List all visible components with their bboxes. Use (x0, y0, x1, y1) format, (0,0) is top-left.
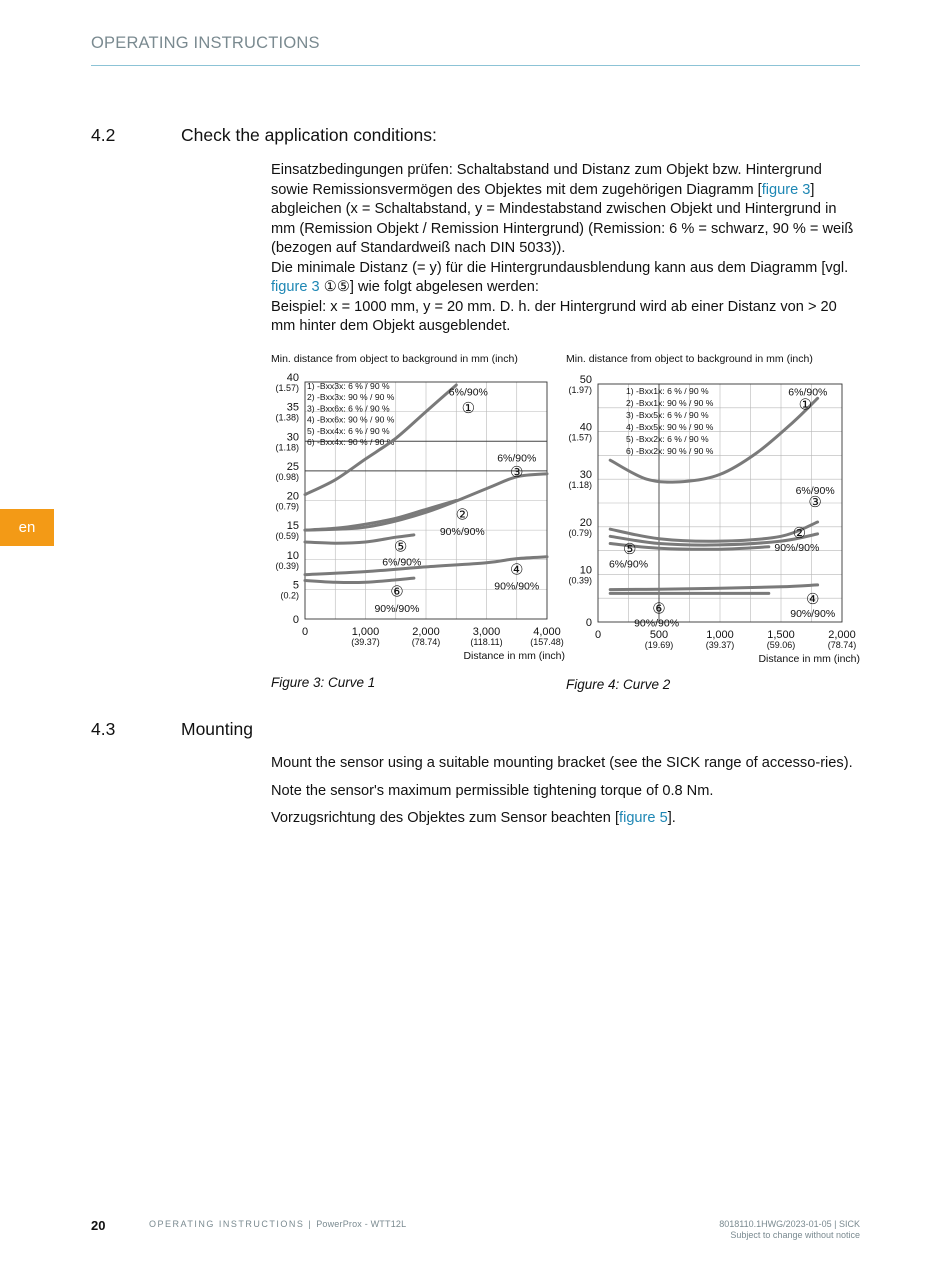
legend-entry: 1) -Bxx1x: 6 % / 90 % (626, 386, 709, 396)
header-title: OPERATING INSTRUCTIONS (91, 34, 320, 52)
curve-remission-label: 90%/90% (774, 542, 820, 555)
x-tick-label: 0 (301, 626, 309, 638)
curve-number-marker: ① (798, 396, 813, 414)
footer-notice: Subject to change without notice (730, 1230, 860, 1240)
y-tick-label: 15 (286, 520, 299, 533)
x-tick-label: 2,000 (828, 629, 856, 641)
y-tick-label: 5 (292, 579, 299, 592)
x-tick-inch-label: (39.37) (351, 637, 380, 647)
x-axis-label: Distance in mm (inch) (463, 650, 565, 662)
figure-3-heading: Min. distance from object to background in mm (inch) (271, 353, 518, 365)
curve-number-marker: ② (455, 506, 470, 524)
y-tick-label: 0 (292, 614, 299, 626)
x-tick-label: 500 (649, 629, 669, 641)
curve-number-marker: ④ (805, 590, 820, 608)
curve-number-marker: ⑥ (652, 600, 666, 618)
curve-3 (610, 522, 817, 541)
y-tick-label: 20 (579, 516, 592, 529)
section-42-body (271, 161, 861, 337)
curve-remission-label: 90%/90% (374, 602, 420, 615)
paragraph (271, 161, 861, 259)
y-tick-label: 10 (579, 564, 592, 577)
x-tick-label: 1,000 (351, 626, 380, 638)
legend-entry: 3) -Bxx5x: 6 % / 90 % (626, 410, 709, 420)
section-number: 4.3 (91, 719, 116, 739)
y-tick-inch-label: (0.79) (275, 501, 299, 512)
figure-4-caption: Figure 4: Curve 2 (566, 677, 671, 692)
text-run: Vorzugsrichtung des Objektes zum Sensor beachten [ (271, 810, 620, 826)
legend-entry: 4) -Bxx6x: 90 % / 90 % (307, 414, 395, 425)
legend-entry: 3) -Bxx6x: 6 % / 90 % (307, 403, 390, 414)
y-tick-label: 0 (585, 617, 592, 629)
x-tick-label: 1,500 (767, 629, 795, 641)
y-tick-label: 35 (286, 401, 299, 414)
page-number: 20 (91, 1218, 106, 1233)
curve-remission-label: 6%/90% (608, 558, 649, 571)
y-tick-inch-label: (0.2) (280, 590, 299, 601)
text-run: ]. (667, 810, 676, 826)
y-tick-label: 10 (286, 549, 299, 562)
x-tick-label: 2,000 (412, 626, 440, 638)
x-tick-inch-label: (78.74) (411, 637, 441, 647)
footer-product: PowerProx - WTT12L (316, 1219, 407, 1229)
legend-entry: 5) -Bxx4x: 6 % / 90 % (307, 425, 390, 436)
legend-entry: 6) -Bxx4x: 90 % / 90 % (307, 437, 395, 447)
x-tick-label: 0 (594, 629, 602, 641)
x-tick-label: 4,000 (533, 626, 561, 638)
curve-number-marker: ① (461, 399, 476, 417)
legend-entry: 5) -Bxx2x: 6 % / 90 % (626, 434, 709, 444)
curve-number-marker: ④ (510, 561, 524, 579)
y-tick-inch-label: (1.57) (275, 383, 299, 393)
figure-4-chart (562, 370, 862, 670)
section-43-body (271, 754, 861, 829)
curve-number-marker: ⑥ (390, 583, 404, 601)
curve-remission-label: 6%/90% (795, 484, 835, 497)
section-title: Mounting (181, 719, 253, 739)
figure-3-link[interactable]: figure 3 (761, 181, 811, 198)
curve-remission-label: 6%/90% (497, 452, 537, 465)
text-run: Einsatzbedingungen prüfen: Schaltabstand und Distanz zum Objekt bzw. Hintergrund sowie Remissionsvermögen des Objektes mit dem zugehörigen Diagramm [ (271, 162, 822, 198)
paragraph: Beispiel: x = 1000 mm, y = 20 mm. D. h. der Hintergrund wird ab einer Distanz von > 20 mm hinter dem Objekt ausgeblendet. (271, 298, 837, 334)
curve-remission-label: 6%/90% (448, 386, 488, 399)
legend-entry: 2) -Bxx1x: 90 % / 90 % (626, 398, 714, 408)
curve-number-marker: ③ (510, 463, 524, 481)
y-tick-inch-label: (1.38) (275, 412, 299, 423)
figure-3-link[interactable]: figure 3 (271, 279, 320, 295)
curve-number-marker: ⑤ (393, 538, 408, 556)
curve-remission-label: 6%/90% (382, 556, 422, 569)
legend-entry: 6) -Bxx2x: 90 % / 90 % (626, 446, 714, 456)
y-tick-inch-label: (0.59) (275, 531, 299, 542)
figure-4-heading: Min. distance from object to background in mm (inch) (566, 353, 813, 365)
paragraph (271, 259, 861, 298)
y-tick-inch-label: (0.98) (275, 471, 299, 482)
y-tick-inch-label: (0.39) (568, 575, 592, 586)
y-tick-label: 30 (579, 469, 592, 482)
x-axis-label: Distance in mm (inch) (758, 653, 860, 665)
y-tick-label: 30 (286, 431, 299, 444)
curve-remission-label: 90%/90% (439, 525, 485, 538)
legend-entry: 4) -Bxx5x: 90 % / 90 % (626, 422, 714, 432)
y-tick-inch-label: (1.18) (275, 442, 299, 453)
figure-3-chart (268, 370, 568, 670)
y-tick-label: 50 (579, 374, 592, 386)
legend-entry: 2) -Bxx3x: 90 % / 90 % (307, 392, 395, 403)
text-run: ①⑤] wie folgt abgelesen werden: (319, 279, 539, 295)
x-tick-label: 1,000 (706, 629, 734, 641)
y-tick-label: 25 (286, 460, 299, 473)
curve-6 (305, 578, 414, 582)
curve-remission-label: 90%/90% (494, 580, 540, 593)
header-rule (91, 65, 860, 66)
footer-doc: OPERATING INSTRUCTIONS | (149, 1219, 317, 1229)
footer-doc-title (149, 1219, 406, 1229)
curve-number-marker: ③ (808, 493, 822, 511)
paragraph: Note the sensor's maximum permissible tightening torque of 0.8 Nm. (271, 782, 714, 799)
y-tick-inch-label: (1.97) (568, 385, 592, 395)
x-tick-inch-label: (118.11) (470, 637, 503, 647)
paragraph: Mount the sensor using a suitable mounting bracket (see the SICK range of accesso-ries). (271, 755, 853, 771)
y-tick-label: 40 (286, 372, 299, 384)
y-tick-inch-label: (0.39) (275, 560, 299, 571)
y-tick-label: 40 (579, 421, 592, 434)
text-run: ] abgleichen (x = Schaltabstand, y = Mindestabstand zwischen Objekt und Hintergrund in mm (Remission Objekt / Remission Hintergrund) (Remission: 6 % = schwarz, 90 % = weiß (bezogen auf Standardweiß nach DIN 5033)). (271, 181, 854, 256)
curve-number-marker: ② (792, 525, 807, 543)
curve-remission-label: 90%/90% (634, 617, 680, 630)
x-tick-inch-label: (157.48) (530, 637, 564, 647)
curve-remission-label: 90%/90% (790, 608, 836, 621)
x-tick-inch-label: (78.74) (827, 640, 857, 650)
legend-entry: 1) -Bxx3x: 6 % / 90 % (307, 381, 390, 391)
y-tick-inch-label: (0.79) (568, 527, 592, 538)
section-title: Check the application conditions: (181, 125, 437, 145)
y-tick-label: 20 (286, 490, 299, 503)
figure-3-caption: Figure 3: Curve 1 (271, 675, 376, 690)
x-tick-inch-label: (59.06) (766, 640, 796, 650)
footer-right (719, 1219, 860, 1241)
paragraph (271, 809, 861, 829)
footer-docnum: 8018110.1HWG/2023-01-05 | SICK (719, 1219, 860, 1229)
figure-5-link[interactable]: figure 5 (619, 810, 668, 826)
curve-number-marker: ⑤ (622, 540, 637, 558)
language-tab[interactable]: en (0, 509, 54, 546)
text-run: Die minimale Distanz (= y) für die Hintergrundausblendung kann aus dem Diagramm [vgl. (271, 259, 849, 276)
y-tick-inch-label: (1.18) (568, 480, 592, 491)
x-tick-inch-label: (39.37) (705, 640, 735, 650)
x-tick-label: 3,000 (472, 626, 501, 638)
curve-4 (610, 585, 817, 590)
curve-remission-label: 6%/90% (788, 386, 828, 399)
section-number: 4.2 (91, 125, 116, 145)
y-tick-inch-label: (1.57) (568, 432, 592, 443)
x-tick-inch-label: (19.69) (644, 640, 674, 650)
